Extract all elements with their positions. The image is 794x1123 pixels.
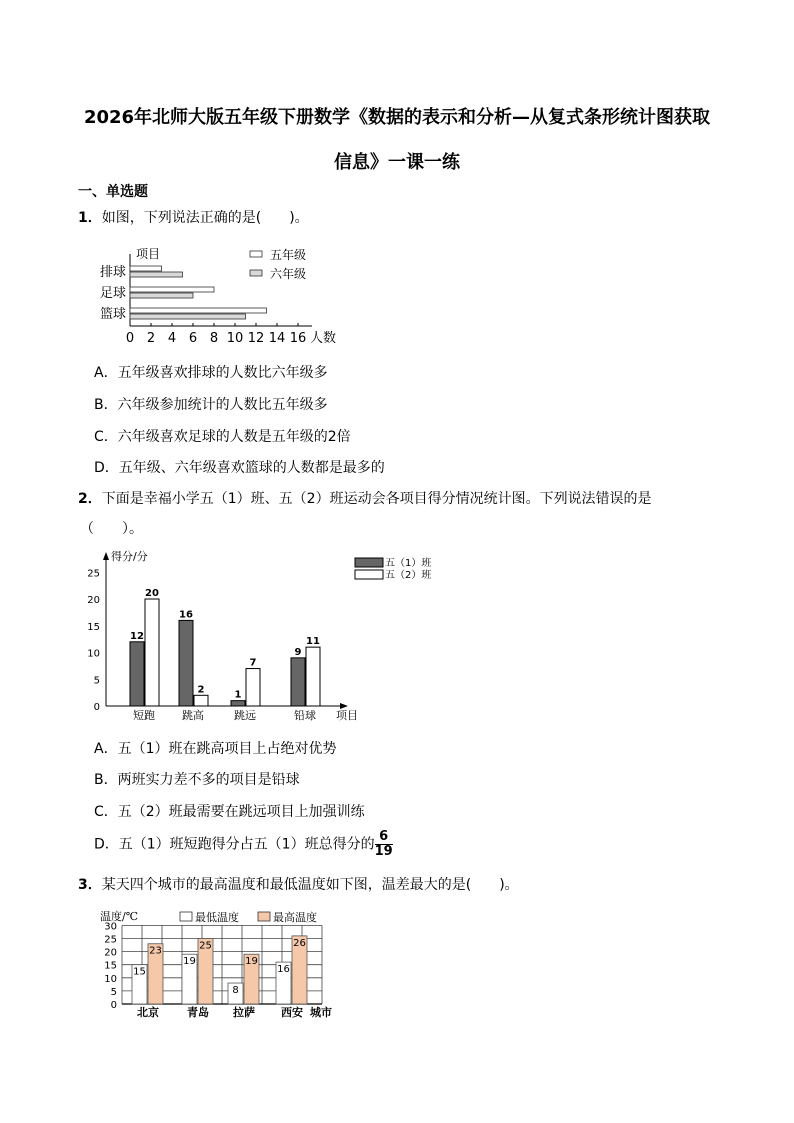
legend-swatch [258,912,270,921]
bar-grade6 [130,293,193,298]
question-2-option-a[interactable]: A．五（1）班在跳高项目上占绝对优势 [94,741,337,757]
question-2-option-c[interactable]: C．五（2）班最需要在跳远项目上加强训练 [94,804,365,820]
y-tick-label: 0 [93,702,100,713]
bar-class2 [306,647,320,706]
question-1-option-d[interactable]: D．五年级、六年级喜欢篮球的人数都是最多的 [94,460,385,476]
question-2-option-d[interactable] [94,830,393,859]
question-2-number: 2． [78,491,102,507]
category-label: 短跑 [133,709,155,722]
data-label: 19 [183,956,196,968]
question-2-option-b[interactable]: B．两班实力差不多的项目是铅球 [94,772,300,788]
data-label: 26 [293,937,306,949]
y-tick-label: 15 [104,960,117,972]
bar-grade5 [130,266,162,271]
y-tick-label: 30 [104,921,117,933]
category-label: 排球 [99,265,126,280]
legend-swatch [180,912,192,921]
chart-2-vertical-bar [78,546,448,726]
chart-3-temperature-bar [96,906,356,1022]
x-axis-label: 城市 [310,1006,332,1019]
data-label: 19 [245,956,258,968]
data-label: 25 [199,940,212,952]
legend-swatch [250,270,262,276]
legend-swatch [355,570,383,579]
legend-swatch [250,251,262,257]
question-3-text: 某天四个城市的最高温度和最低温度如下图，温差最大的是( )。 [101,877,519,893]
y-axis-arrow [103,552,109,560]
fraction [375,830,393,859]
bar-grade6 [130,272,183,277]
bar-class1 [130,642,144,706]
x-tick-label: 14 [268,331,286,346]
x-tick-label: 4 [167,331,177,346]
chart-1-horizontal-bar [90,240,350,348]
bar-class2 [246,669,260,706]
category-label: 北京 [137,1006,159,1019]
x-tick-label: 12 [247,331,265,346]
question-2 [78,488,652,508]
data-label: 11 [306,636,320,648]
y-tick-label: 25 [104,934,117,946]
x-tick-label: 0 [125,331,135,346]
x-tick-label: 16 [289,331,307,346]
question-2-option-d-text: D．五（1）班短跑得分占五（1）班总得分的 [94,836,375,853]
legend-label: 最低温度 [195,911,239,924]
document-title-line2: 信息》一课一练 [334,152,460,173]
legend-label: 最高温度 [273,911,317,924]
data-label: 9 [294,646,302,658]
data-label: 8 [232,985,239,997]
y-tick-label: 15 [87,621,100,633]
x-axis-label: 项目 [336,709,358,722]
bar-grade5 [130,287,214,292]
x-tick-label: 6 [188,331,198,346]
y-tick-label: 0 [110,1000,117,1011]
y-tick-label: 10 [87,648,100,660]
legend-label: 六年级 [270,267,307,281]
y-tick-label: 20 [87,595,100,606]
data-label: 16 [179,609,193,621]
category-label: 西安 [281,1006,303,1019]
bar-class1 [291,658,305,706]
question-1-option-a[interactable]: A．五年级喜欢排球的人数比六年级多 [94,365,328,381]
x-tick-label: 2 [146,331,156,346]
x-tick-label: 10 [226,331,244,346]
bar-grade5 [130,308,267,313]
fraction-numerator: 6 [375,830,393,845]
category-label: 铅球 [294,709,316,722]
fraction-denominator: 19 [374,844,393,859]
category-label: 篮球 [99,307,126,322]
y-tick-label: 10 [104,973,117,985]
data-label: 12 [130,630,144,642]
y-tick-label: 5 [93,675,100,687]
bar-class2 [194,695,208,706]
y-tick-label: 5 [110,986,117,998]
y-tick-label: 25 [87,568,100,580]
question-1-text: 如图，下列说法正确的是( )。 [101,210,309,226]
legend-label: 五（1）班 [385,558,432,569]
question-3 [78,874,519,894]
question-3-number: 3． [78,877,102,893]
x-axis-label: 人数 [310,331,337,346]
y-axis-label: 得分/分 [111,550,148,563]
data-label: 20 [145,588,159,599]
y-axis-label: 温度/℃ [100,910,139,923]
category-label: 足球 [99,286,126,301]
category-label: 跳高 [182,709,204,722]
section-heading-single-choice: 一、单选题 [78,184,148,200]
y-tick-label: 20 [104,947,117,959]
data-label: 7 [249,657,257,669]
document-title-line1: 2026年北师大版五年级下册数学《数据的表示和分析—从复式条形统计图获取 [83,107,711,128]
bar-grade6 [130,314,246,319]
bar-class2 [145,599,159,706]
question-1-number: 1． [78,210,102,226]
y-axis-label: 项目 [136,247,161,261]
x-tick-label: 8 [209,331,219,346]
data-label: 2 [197,684,205,696]
category-label: 青岛 [187,1006,209,1019]
bar-class1 [231,701,245,706]
question-2-text: 下面是幸福小学五（1）班、五（2）班运动会各项目得分情况统计图。下列说法错误的是 [101,491,652,507]
data-label: 16 [277,964,290,976]
data-label: 23 [149,945,162,957]
data-label: 1 [234,689,242,701]
legend-label: 五（2）班 [385,570,432,581]
category-label: 拉萨 [233,1006,255,1019]
data-label: 15 [133,966,146,978]
question-1-option-c[interactable]: C．六年级喜欢足球的人数是五年级的2倍 [94,429,351,445]
bar-class1 [179,620,193,706]
legend-swatch [355,558,383,567]
question-1-option-b[interactable]: B．六年级参加统计的人数比五年级多 [94,397,328,413]
category-label: 跳远 [234,709,256,722]
question-2-blank: （ ）。 [80,521,143,537]
question-1 [78,207,309,227]
legend-label: 五年级 [270,248,307,262]
